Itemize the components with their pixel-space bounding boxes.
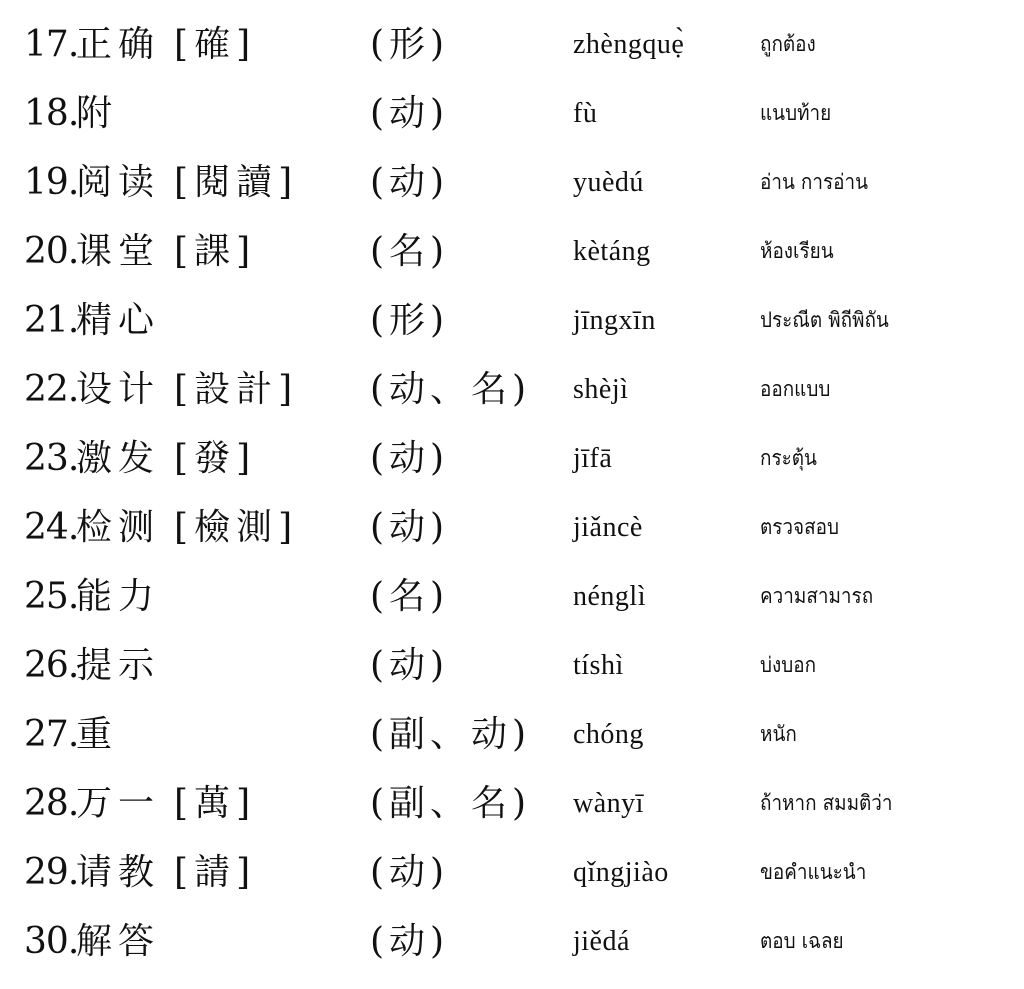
traditional-form [174, 438, 256, 479]
right-bracket: ] [236, 783, 257, 824]
simplified-text: 检测 [76, 507, 161, 548]
simplified-word [76, 631, 160, 700]
thai-translation: ประณีต พิถีพิถัน [760, 308, 889, 332]
traditional-form [174, 783, 256, 824]
traditional-text: 設計 [194, 369, 279, 410]
entry-number: 29 . [24, 838, 78, 907]
simplified-text: 附 [76, 93, 119, 134]
simplified-word [76, 907, 160, 976]
pinyin: qǐngjiào [573, 857, 669, 888]
left-bracket: [ [174, 783, 195, 824]
right-bracket: ] [236, 24, 257, 65]
simplified-text: 正确 [76, 24, 161, 65]
simplified-word [76, 424, 256, 493]
part-of-speech: (动) [370, 162, 450, 203]
entry-number: 23 . [24, 424, 78, 493]
thai-translation: ห้องเรียน [760, 239, 834, 263]
traditional-form [174, 507, 298, 548]
thai-translation: ออกแบบ [760, 377, 831, 401]
part-of-speech: (名) [370, 576, 450, 617]
part-of-speech: (副、动) [370, 714, 532, 755]
vocab-entry [0, 217, 1024, 286]
part-of-speech: (副、名) [370, 783, 532, 824]
vocab-entry [0, 562, 1024, 631]
simplified-text: 精心 [76, 300, 161, 341]
simplified-text: 解答 [76, 921, 161, 962]
thai-translation: ตอบ เฉลย [760, 929, 844, 953]
vocab-entry [0, 700, 1024, 769]
vocab-entry [0, 148, 1024, 217]
right-bracket: ] [278, 369, 299, 410]
traditional-form [174, 369, 298, 410]
thai-translation: กระตุ้น [760, 446, 817, 470]
pinyin: chóng [573, 719, 644, 750]
vocab-entry [0, 10, 1024, 79]
thai-translation: หนัก [760, 722, 797, 746]
traditional-text: 萬 [194, 783, 237, 824]
pinyin: jīngxīn [573, 305, 656, 336]
right-bracket: ] [236, 852, 257, 893]
traditional-text: 請 [194, 852, 237, 893]
vocabulary-list [0, 10, 1024, 976]
entry-number: 22 . [24, 355, 78, 424]
simplified-word [76, 10, 256, 79]
vocab-entry [0, 907, 1024, 976]
part-of-speech: (动) [370, 852, 450, 893]
left-bracket: [ [174, 438, 195, 479]
part-of-speech: (形) [370, 300, 450, 341]
entry-number: 26 . [24, 631, 78, 700]
vocab-entry [0, 493, 1024, 562]
pinyin: jīfā [573, 443, 613, 474]
simplified-text: 能力 [76, 576, 161, 617]
vocab-entry [0, 79, 1024, 148]
thai-translation: ถ้าหาก สมมติว่า [760, 791, 893, 815]
traditional-text: 發 [194, 438, 237, 479]
part-of-speech: (名) [370, 231, 450, 272]
thai-translation: ถูกต้อง [760, 32, 816, 56]
entry-number: 25 . [24, 562, 78, 631]
part-of-speech: (动) [370, 507, 450, 548]
traditional-form [174, 231, 256, 272]
traditional-text: 檢測 [194, 507, 279, 548]
entry-number: 24 . [24, 493, 78, 562]
simplified-word [76, 769, 256, 838]
entry-number: 20 . [24, 217, 78, 286]
pinyin: yuèdú [573, 167, 644, 198]
simplified-word [76, 562, 160, 631]
thai-translation: ตรวจสอบ [760, 515, 840, 539]
thai-translation: ขอคำแนะนำ [760, 860, 867, 884]
right-bracket: ] [236, 231, 257, 272]
entry-number: 28 . [24, 769, 78, 838]
entry-number: 19 . [24, 148, 78, 217]
vocab-entry [0, 424, 1024, 493]
thai-translation: บ่งบอก [760, 653, 817, 677]
simplified-word [76, 355, 298, 424]
simplified-text: 阅读 [76, 162, 161, 203]
pinyin: nénglì [573, 581, 646, 612]
left-bracket: [ [174, 24, 195, 65]
thai-translation: ความสามารถ [760, 584, 874, 608]
right-bracket: ] [278, 162, 299, 203]
entry-number: 21 . [24, 286, 78, 355]
thai-translation: อ่าน การอ่าน [760, 170, 868, 194]
simplified-text: 请教 [76, 852, 161, 893]
pinyin: jiědá [573, 926, 630, 957]
traditional-form [174, 24, 256, 65]
pinyin: shèjì [573, 374, 629, 405]
part-of-speech: (形) [370, 24, 450, 65]
thai-translation: แนบท้าย [760, 101, 832, 125]
simplified-text: 课堂 [76, 231, 161, 272]
left-bracket: [ [174, 852, 195, 893]
vocab-entry [0, 355, 1024, 424]
left-bracket: [ [174, 231, 195, 272]
simplified-word [76, 700, 118, 769]
left-bracket: [ [174, 162, 195, 203]
entry-number: 30 . [24, 907, 78, 976]
vocab-entry [0, 631, 1024, 700]
simplified-word [76, 286, 160, 355]
simplified-text: 设计 [76, 369, 161, 410]
part-of-speech: (动) [370, 93, 450, 134]
vocab-entry [0, 769, 1024, 838]
left-bracket: [ [174, 369, 195, 410]
right-bracket: ] [278, 507, 299, 548]
traditional-form [174, 162, 298, 203]
traditional-text: 課 [194, 231, 237, 272]
simplified-word [76, 493, 298, 562]
left-bracket: [ [174, 507, 195, 548]
simplified-text: 万一 [76, 783, 161, 824]
pinyin: kètáng [573, 236, 651, 267]
vocab-entry [0, 286, 1024, 355]
traditional-text: 閱讀 [194, 162, 279, 203]
pinyin: wànyī [573, 788, 644, 819]
simplified-text: 激发 [76, 438, 161, 479]
entry-number: 27 . [24, 700, 78, 769]
pinyin: fù [573, 98, 598, 129]
part-of-speech: (动、名) [370, 369, 532, 410]
simplified-text: 重 [76, 714, 119, 755]
entry-number: 18 . [24, 79, 78, 148]
part-of-speech: (动) [370, 438, 450, 479]
simplified-word [76, 79, 118, 148]
part-of-speech: (动) [370, 921, 450, 962]
traditional-form [174, 852, 256, 893]
pinyin: zhèngquẹ̀ [573, 29, 685, 60]
simplified-word [76, 217, 256, 286]
pinyin: tíshì [573, 650, 624, 681]
part-of-speech: (动) [370, 645, 450, 686]
pinyin: jiǎncè [573, 512, 643, 543]
simplified-word [76, 838, 256, 907]
entry-number: 17 . [24, 10, 78, 79]
simplified-text: 提示 [76, 645, 161, 686]
traditional-text: 確 [194, 24, 237, 65]
vocab-entry [0, 838, 1024, 907]
right-bracket: ] [236, 438, 257, 479]
simplified-word [76, 148, 298, 217]
